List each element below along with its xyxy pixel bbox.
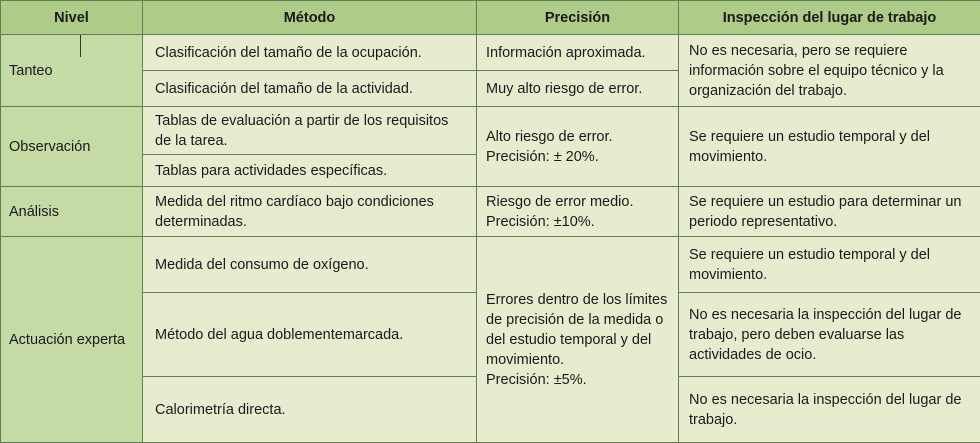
level-cell-analisis: Análisis (1, 187, 143, 237)
precision-cell: Alto riesgo de error. Precisión: ± 20%. (477, 107, 679, 187)
table-row (1, 107, 980, 155)
method-cell: Clasificación del tamaño de la actividad. (143, 71, 477, 107)
header-inspection: Inspección del lugar de trabajo (679, 1, 980, 35)
method-cell: Medida del consumo de oxígeno. (143, 237, 477, 293)
text-cursor (80, 35, 81, 57)
precision-cell: Información aproximada. (477, 35, 679, 71)
inspection-cell: No es necesaria, pero se requiere información sobre el equipo técnico y la organización del trabajo. (679, 35, 980, 107)
inspection-cell: Se requiere un estudio temporal y del movimiento. (679, 237, 980, 293)
inspection-cell: No es necesaria la inspección del lugar de trabajo, pero deben evaluarse las actividades de ocio. (679, 293, 980, 377)
level-cell-actuacion: Actuación experta (1, 237, 143, 443)
inspection-cell: No es necesaria la inspección del lugar de trabajo. (679, 377, 980, 443)
header-precision: Precisión (477, 1, 679, 35)
inspection-cell: Se requiere un estudio temporal y del movimiento. (679, 107, 980, 187)
table-row (1, 187, 980, 237)
level-cell-observacion: Observación (1, 107, 143, 187)
level-cell-tanteo: Tanteo (1, 35, 143, 107)
inspection-cell: Se requiere un estudio para determinar un periodo representativo. (679, 187, 980, 237)
header-level: Nivel (1, 1, 143, 35)
table-row (1, 237, 980, 293)
method-cell: Método del agua doblementemarcada. (143, 293, 477, 377)
method-cell: Clasificación del tamaño de la ocupación. (143, 35, 477, 71)
header-method: Método (143, 1, 477, 35)
method-cell: Medida del ritmo cardíaco bajo condiciones determinadas. (143, 187, 477, 237)
method-cell: Tablas de evaluación a partir de los requisitos de la tarea. (143, 107, 477, 155)
table-row (1, 35, 980, 71)
precision-cell: Errores dentro de los límites de precisión de la medida o del estudio temporal y del movimiento. Precisión: ±5%. (477, 237, 679, 443)
method-cell: Calorimetría directa. (143, 377, 477, 443)
header-row (1, 1, 980, 35)
precision-cell: Riesgo de error medio. Precisión: ±10%. (477, 187, 679, 237)
precision-cell: Muy alto riesgo de error. (477, 71, 679, 107)
method-cell: Tablas para actividades específicas. (143, 155, 477, 187)
